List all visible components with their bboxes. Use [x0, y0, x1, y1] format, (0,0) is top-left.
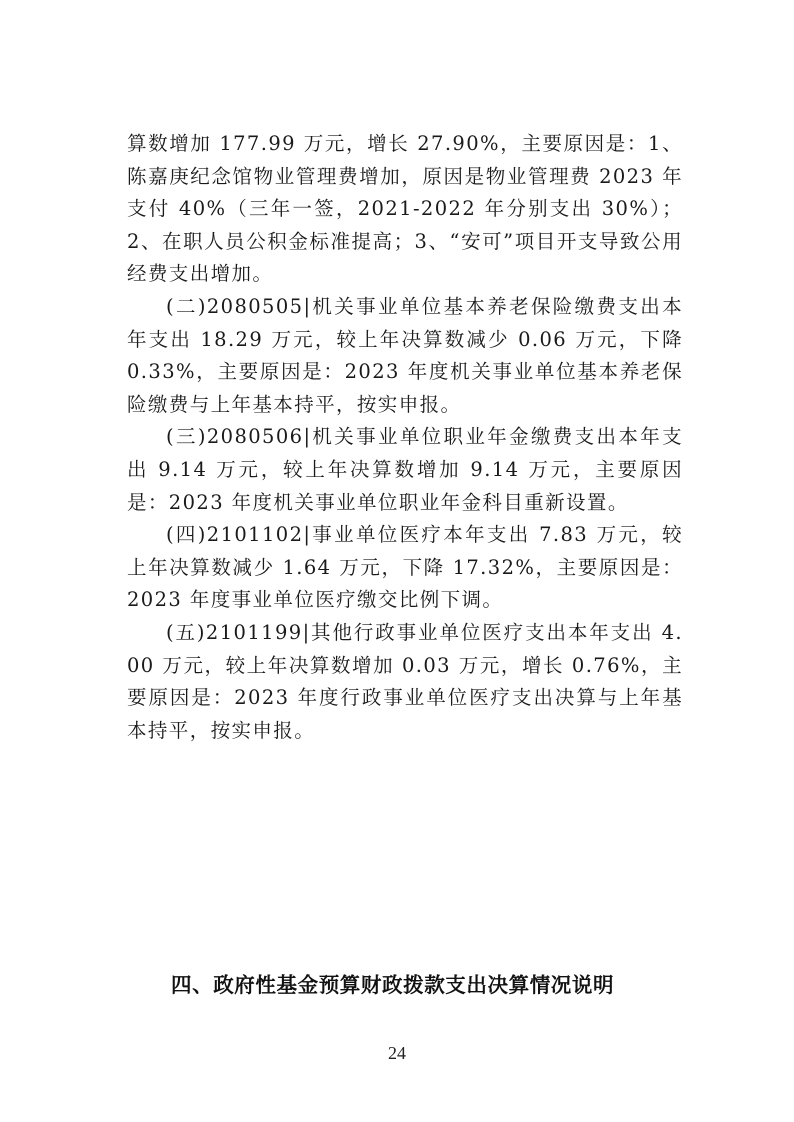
paragraph-item-2: (二)2080505|机关事业单位基本养老保险缴费支出本年支出 18.29 万元，较上年决算数减少 0.06 万元，下降 0.33%，主要原因是：2023 年度机关事业单位基本养老保险缴费与上年基本持平，按实申报。 — [127, 294, 683, 416]
body-text — [127, 128, 683, 747]
paragraph-item-4: (四)2101102|事业单位医疗本年支出 7.83 万元，较上年决算数减少 1.64 万元，下降 17.32%，主要原因是：2023 年度事业单位医疗缴交比例下调。 — [127, 523, 683, 612]
paragraph-item-3: (三)2080506|机关事业单位职业年金缴费支出本年支出 9.14 万元，较上年决算数增加 9.14 万元，主要原因是：2023 年度机关事业单位职业年金科目重新设置。 — [127, 425, 683, 514]
page-number: 24 — [388, 1043, 406, 1063]
paragraph-item-5: (五)2101199|其他行政事业单位医疗支出本年支出 4.00 万元，较上年决算数增加 0.03 万元，增长 0.76%，主要原因是：2023 年度行政事业单位医疗支出决算与上年基本持平，按实申报。 — [127, 620, 683, 742]
paragraph-continuation: 算数增加 177.99 万元，增长 27.90%，主要原因是：1、陈嘉庚纪念馆物业管理费增加，原因是物业管理费 2023 年支付 40%（三年一签，2021-2022 年分别支出 30%）；2、在职人员公积金标准提高；3、“安可”项目开支导致公用经费支出增加。 — [127, 132, 683, 286]
section-heading: 四、政府性基金预算财政拨款支出决算情况说明 — [171, 973, 615, 997]
